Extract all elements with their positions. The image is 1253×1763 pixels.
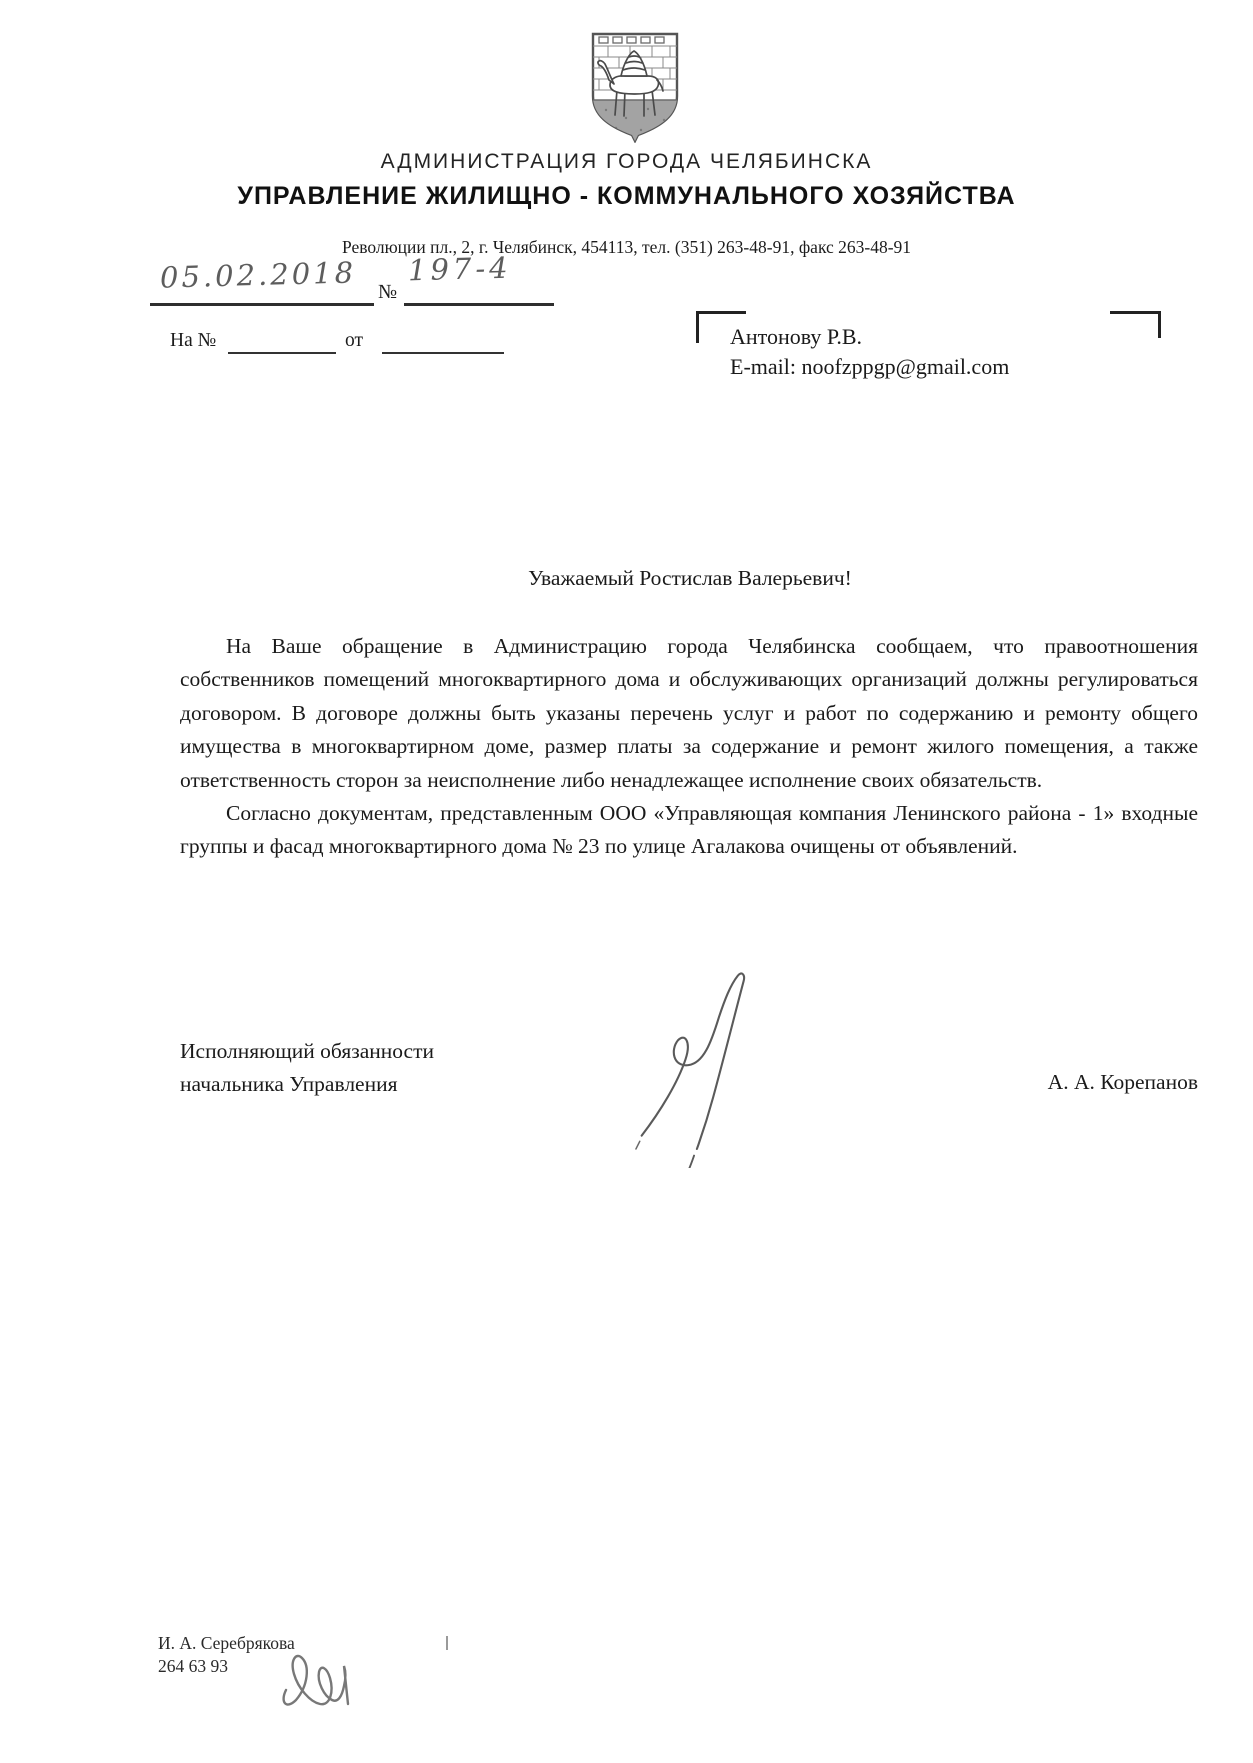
signer-position-line2: начальника Управления bbox=[180, 1072, 398, 1096]
number-sign: № bbox=[378, 281, 398, 303]
reply-from-label: от bbox=[345, 330, 364, 351]
reply-number-blank bbox=[228, 333, 336, 354]
salutation: Уважаемый Ростислав Валерьевич! bbox=[528, 566, 852, 590]
department-title: УПРАВЛЕНИЕ ЖИЛИЩНО - КОММУНАЛЬНОГО ХОЗЯЙСТВА bbox=[237, 182, 1016, 210]
signature-icon bbox=[585, 968, 805, 1168]
letterhead-address: Революции пл., 2, г. Челябинск, 454113, тел. (351) 263-48-91, факс 263-48-91 bbox=[341, 237, 912, 257]
body-paragraph-2: Согласно документам, представленным ООО «Управляющая компания Ленинского района - 1» входные группы и фасад многоквартирного дома № 23 по улице Агалакова очищены от объявлений. bbox=[180, 801, 1198, 859]
administration-title: АДМИНИСТРАЦИЯ ГОРОДА ЧЕЛЯБИНСКА bbox=[380, 150, 873, 173]
handwritten-outgoing-number: 197-4 bbox=[407, 250, 513, 288]
handwritten-date: 05.02.2018 bbox=[159, 255, 357, 295]
executor-name: И. А. Серебрякова bbox=[158, 1633, 295, 1653]
signer-position-line1: Исполняющий обязанности bbox=[180, 1039, 434, 1063]
executor-initials-icon bbox=[272, 1646, 372, 1716]
executor-phone: 264 63 93 bbox=[158, 1656, 228, 1676]
signer-name: А. А. Корепанов bbox=[1047, 1070, 1198, 1094]
reply-date-blank bbox=[382, 333, 504, 354]
address-corner-mark-right bbox=[1110, 311, 1161, 338]
body-paragraph-1: На Ваше обращение в Администрацию города Челябинска сообщаем, что правоотношения собственников помещений многоквартирного дома и обслуживающих организаций должны регулироваться договором. В договоре должны быть указаны перечень услуг и работ по содержанию и ремонту общего имущества в многоквартирном доме, размер платы за содержание и ремонт жилого помещения, а также ответственность сторон за неисполнение либо ненадлежащее исполнение своих обязательств. bbox=[180, 634, 1198, 792]
number-underline bbox=[404, 303, 554, 306]
chelyabinsk-coat-of-arms-icon bbox=[586, 30, 684, 143]
recipient-name: Антонову Р.В. bbox=[730, 324, 863, 349]
reply-to-number-label: На № bbox=[170, 330, 217, 351]
date-underline bbox=[150, 303, 374, 306]
recipient-email: E-mail: noofzppgp@gmail.com bbox=[730, 354, 1010, 379]
scan-fold-mark bbox=[446, 1636, 448, 1650]
letter-body bbox=[180, 630, 1198, 864]
